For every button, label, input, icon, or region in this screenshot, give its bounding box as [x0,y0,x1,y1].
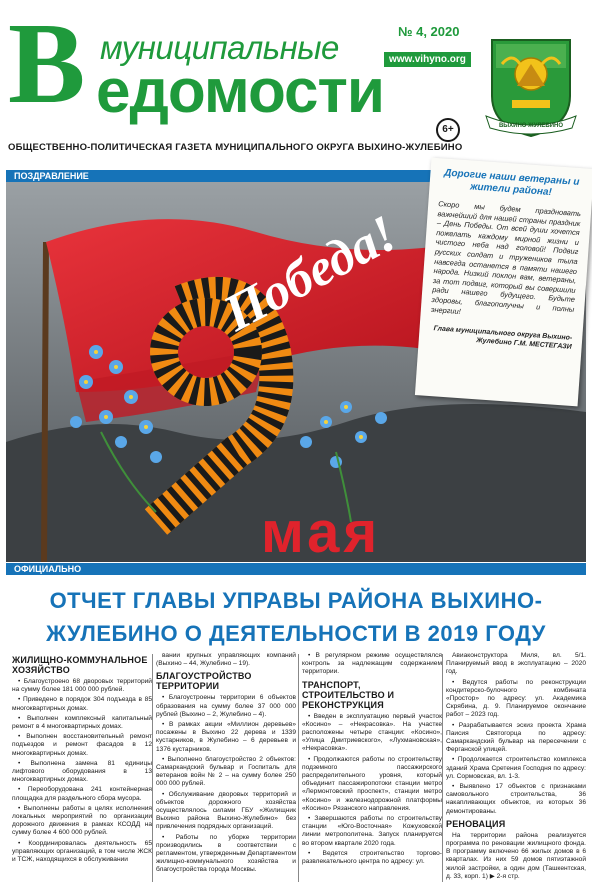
paragraph: • Введен в эксплуатацию первый участок «Косино» – «Некрасовка». На участке расположены четыре станции: «Косино», «Улица Дмитриевского», «Лухмановская», «Некрасовка». [302,712,442,753]
paragraph: • Обслуживание дворовых территорий и объектов дорожного хозяйства осуществлялось силами ГБУ «Жилищник Выхино района Выхино-Жулебино» без привлечения подрядных организаций. [156,790,296,831]
age-rating-badge: 6+ [436,118,460,142]
title-big-letter: В [8,0,86,128]
column-divider [442,654,443,882]
paragraph: • Приведено в порядок 304 подъезда в 85 многоквартирных домах. [12,696,152,712]
poster-day-number [150,330,233,480]
paragraph: На территории района реализуется программа по реновации жилищного фонда. В программу включено 66 жилых домов в 6 кварталах. Из них 59 домов пятиэтажной жилой застройки, а один дом (Ташкентская, д. 33, корп. 1) ▶ 2-я стр. [446,831,586,880]
letter-signature: Глава муниципального округа Выхино-Жулебино Г.М. МЕСТЕГАЗИ [433,325,573,351]
paragraph: вании крупных управляющих компаний (Выхино – 44, Жулебино – 19). [156,652,296,668]
greeting-letter-card [415,158,592,407]
paragraph: Авиаконструктора Миля, вл. 5/1. Планируемый ввод в эксплуатацию – 2020 год. [446,652,586,676]
poster-month-word: мая [261,500,382,562]
paragraph: • Работы по уборке территории производились в соответствии с регламентом, утвержденным Департаментом жилищно-коммунального хозяйства и благоустройства города Москвы. [156,833,296,874]
paragraph: • Выполнен комплексный капитальный ремонт в 4 многоквартирных домах. [12,714,152,731]
paragraph: • Координировалась деятельность 65 управляющих организаций, в том числе ЖСК и ТСЖ, находящихся в обслуживании [12,839,152,864]
article-column-1 [12,652,152,884]
section-heading-housing: ЖИЛИЩНО-КОММУНАЛЬНОЕ ХОЗЯЙСТВО [12,655,148,675]
section-heading-renovation: РЕНОВАЦИЯ [446,818,506,829]
paragraph: • Благоустроено 68 дворовых территорий на сумму более 181 000 000 рублей. [12,678,152,694]
issue-number: № 4, 2020 [398,24,460,39]
letter-title: Дорогие наши ветераны и жители района! [443,167,580,199]
paragraph: • Ведутся работы по реконструкции кондитерско-булочного комбината «Простор» по адресу: ул. Академика Скрябина, д. 9. Планируемое окончание работ – 2023 год. [446,678,586,719]
title-line-1: муниципальные [100,29,339,66]
paragraph: • Выполнено благоустройство 2 объектов: Самаркандский бульвар и Госпиталь для ветеранов войн № 2 – на сумму более 250 000 000 рублей. [156,755,296,788]
article-headline: ОТЧЕТ ГЛАВЫ УПРАВЫ РАЙОНА ВЫХИНО-ЖУЛЕБИНО О ДЕЯТЕЛЬНОСТИ В 2019 ГОДУ [46,588,546,646]
paragraph: • В регулярном режиме осуществлялся контроль за надлежащим содержанием территории. [302,652,442,676]
paragraph: • Выявлено 17 объектов с признаками самовольного строительства, 36 накапливающих объектов, из которых 36 демонтированы. [446,783,586,815]
section-heading-transport: ТРАНСПОРТ, СТРОИТЕЛЬСТВО И РЕКОНСТРУКЦИЯ [302,679,395,710]
newspaper-tagline: ОБЩЕСТВЕННО-ПОЛИТИЧЕСКАЯ ГАЗЕТА МУНИЦИПАЛЬНОГО ОКРУГА ВЫХИНО-ЖУЛЕБИНО [8,142,463,153]
flag-text: Победа! [214,204,407,343]
paragraph: • Продолжается строительство комплекса зданий Храма Сретения Господня по адресу: ул. Сормовская, вл. 1-3. [446,756,586,780]
section-bar-greeting: ПОЗДРАВЛЕНИЕ [6,170,434,182]
article-column-4 [446,652,586,884]
title-line-2: едомости [96,57,384,126]
paragraph: • Ведется строительство торгово-развлекательного центра по адресу: ул. [302,849,442,866]
paragraph: • Благоустроены территории 6 объектов образования на сумму более 37 000 000 рублей (Выхино – 2, Жулебино – 4). [156,694,296,718]
paragraph: • Выполнена замена 81 единицы лифтового оборудования в 13 многоквартирных домах. [12,759,152,784]
crest-ribbon-text: ВЫХИНО ЖУЛЕБИНО [498,123,564,129]
letter-body: Скоро мы будем праздновать важнейший для нашей страны праздник – День Победы. От всей души хочется пожелать каждому мирной жизни и чистого неба над головой! Подвиг русских солдат и тружеников тыла навсегда останется в памяти нашего народа. Низкий поклон вам, ветераны, за тот подвиг, который вы совершили ради нашего будущего. Будьте здоровы, благополучны и полны энергии! [430,199,582,316]
article-column-3 [302,652,442,884]
column-divider [298,654,299,882]
flag-pole [44,242,46,562]
paragraph: • Переоборудована 241 контейнерная площадка для раздельного сбора мусора. [12,786,152,802]
article-column-2 [156,652,296,884]
article-body [6,652,586,884]
paragraph: • Выполнен восстановительный ремонт подъездов и ремонт фасадов в 12 многоквартирных домах. [12,733,152,757]
paragraph: • В рамках акции «Миллион деревьев» посажены в Выхино 22 дерева и 1339 кустарников, в Жулебино – 6 деревьев и 1376 кустарников. [156,721,296,753]
paragraph: • Продолжаются работы по строительству подземного пассажирского распределительного уровня, который объединит пассажиропотоки станции метро «Лермонтовский проспект», станции метро «Косино» и железнодорожной платформы «Косино» Рязанского направления. [302,755,442,812]
district-crest-icon [482,34,580,140]
paragraph: • Завершаются работы по строительству станции «Юго-Восточная» Кожуховской линии метрополитена. Запуск планируется во втором квартале 2020 года. [302,815,442,847]
paragraph: • Выполнены работы в целях исполнения локальных мероприятий по организации дорожного движения в рамках КСОДД на сумму более 4 600 000 рублей. [12,804,152,837]
section-heading-landscaping: БЛАГОУСТРОЙСТВО ТЕРРИТОРИИ [156,671,252,692]
website-link[interactable]: www.vihyno.org [384,52,471,67]
section-bar-official: ОФИЦИАЛЬНО [6,563,586,575]
paragraph: • Разрабатывается эскиз проекта Храма Паисия Святогорца по адресу: Самаркандский бульвар на пересечении с Ферганской улицей. [446,721,586,754]
masthead [0,0,592,168]
column-divider [152,654,153,882]
